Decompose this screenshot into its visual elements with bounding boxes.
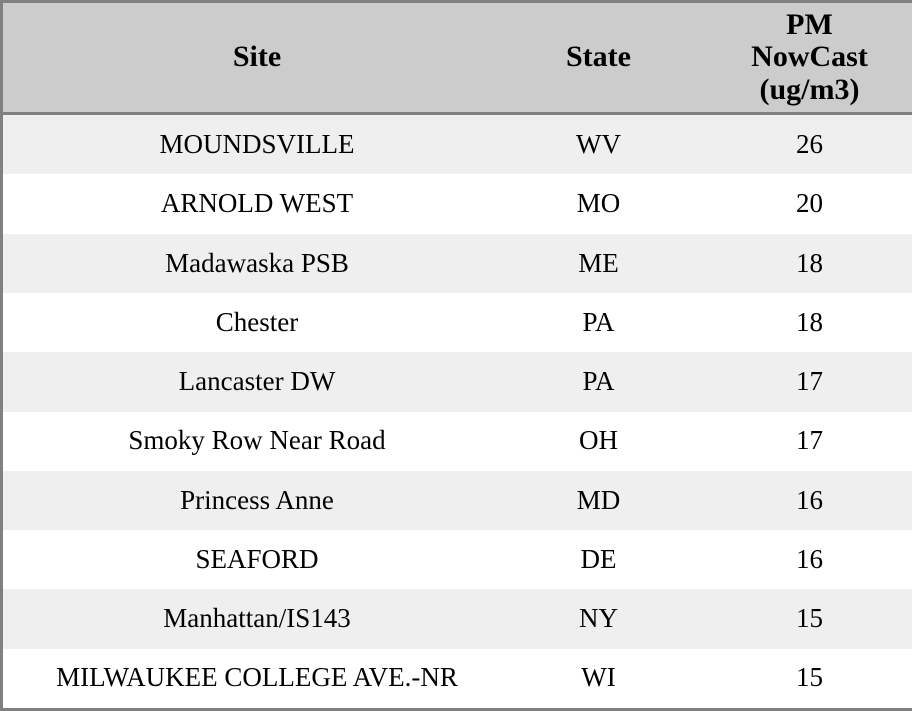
column-header-pm-nowcast-line1: PM — [786, 8, 833, 41]
table-row — [3, 352, 912, 411]
cell-state: OH — [579, 425, 618, 456]
cell-state: MD — [576, 484, 621, 515]
table-row — [3, 530, 912, 589]
table-header-row — [3, 3, 912, 114]
cell-value: 16 — [796, 543, 823, 574]
table-row — [3, 174, 912, 233]
air-quality-table — [3, 3, 912, 708]
cell-value: 17 — [796, 366, 823, 397]
cell-state: NY — [579, 603, 618, 634]
column-header-state: State — [511, 3, 686, 114]
cell-state: WI — [581, 662, 616, 693]
cell-site: Chester — [215, 306, 299, 337]
table-row — [3, 293, 912, 352]
cell-state: ME — [578, 247, 619, 278]
table-row — [3, 589, 912, 648]
cell-value: 26 — [796, 128, 823, 159]
cell-state: PA — [582, 366, 615, 397]
cell-value: 18 — [796, 247, 823, 278]
cell-value: 20 — [796, 188, 823, 219]
cell-site: Lancaster DW — [178, 366, 336, 397]
table-header — [3, 3, 912, 114]
cell-value: 16 — [796, 484, 823, 515]
cell-state: MO — [576, 188, 621, 219]
cell-site: MILWAUKEE COLLEGE AVE.-NR — [56, 662, 458, 693]
cell-site: ARNOLD WEST — [160, 188, 354, 219]
table-row — [3, 234, 912, 293]
table-row — [3, 471, 912, 530]
cell-value: 15 — [796, 603, 823, 634]
cell-site: Manhattan/IS143 — [163, 603, 351, 634]
cell-state: WV — [576, 128, 621, 159]
cell-value: 18 — [796, 306, 823, 337]
cell-value: 17 — [796, 425, 823, 456]
table-body — [3, 114, 912, 708]
column-header-pm-nowcast-line2: NowCast — [751, 40, 868, 74]
cell-site: SEAFORD — [195, 543, 319, 574]
cell-state: DE — [580, 543, 617, 574]
cell-value: 15 — [796, 662, 823, 693]
cell-site: MOUNDSVILLE — [159, 128, 355, 159]
table-row — [3, 114, 912, 175]
cell-site: Smoky Row Near Road — [128, 425, 386, 456]
cell-site: Princess Anne — [180, 484, 334, 515]
column-header-pm-nowcast — [686, 3, 912, 114]
table-row — [3, 412, 912, 471]
column-header-site: Site — [3, 3, 511, 114]
column-header-pm-nowcast-line3: (ug/m3) — [759, 72, 860, 106]
cell-state: PA — [582, 306, 615, 337]
table-row — [3, 649, 912, 708]
cell-site: Madawaska PSB — [165, 247, 349, 278]
